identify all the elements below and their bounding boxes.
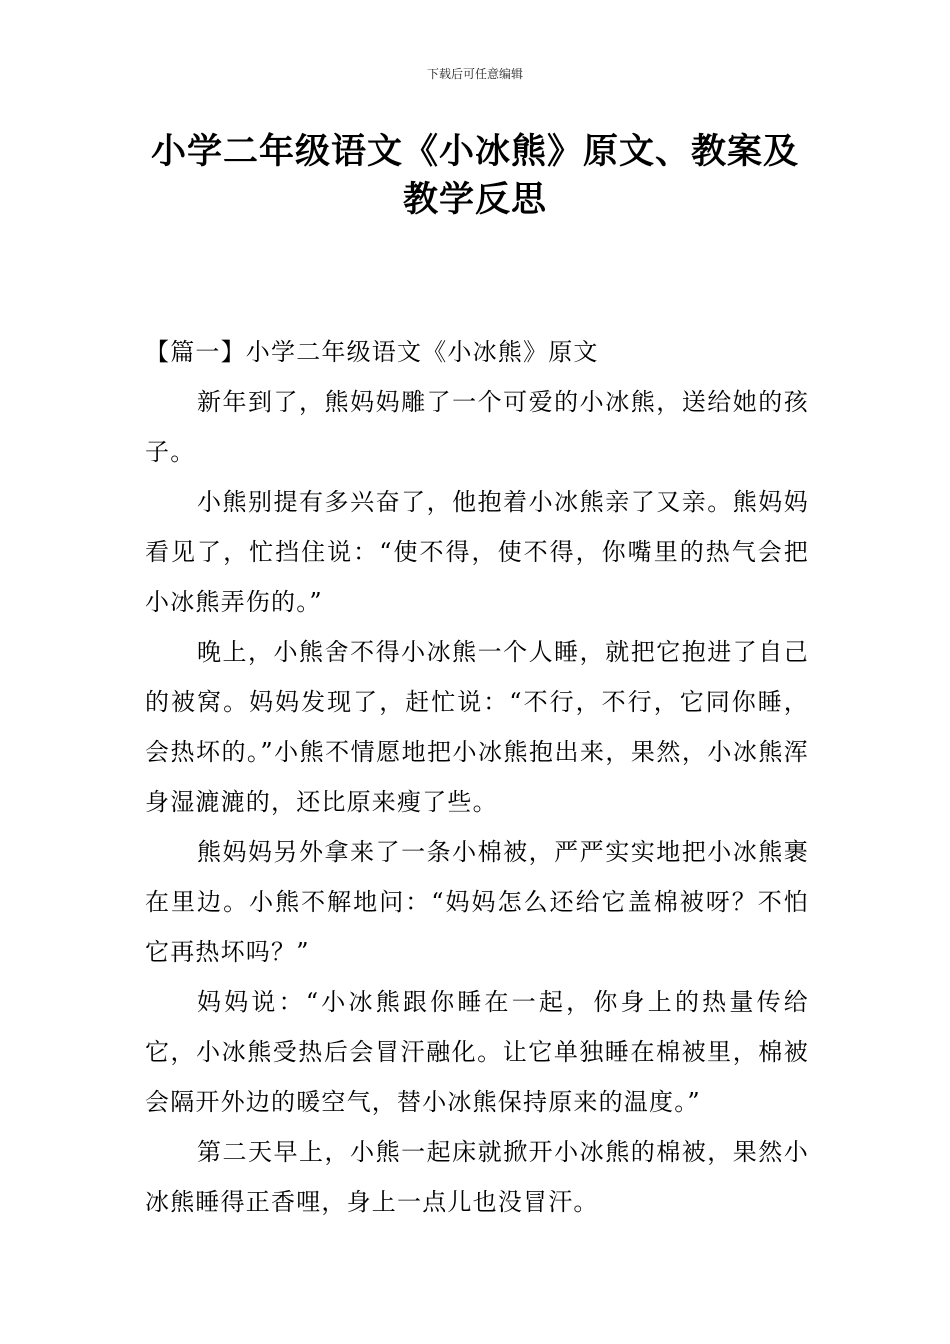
section-heading: 【篇一】小学二年级语文《小冰熊》原文 — [145, 338, 599, 366]
title-line-1: 小学二年级语文《小冰熊》原文、教案及 — [150, 132, 799, 172]
title-line-2: 教学反思 — [402, 180, 547, 220]
paragraph-2: 小熊别提有多兴奋了，他抱着小冰熊亲了又亲。熊妈妈看见了，忙挡住说：“使不得，使不得，你嘴里的热气会把小冰熊弄伤的。” — [145, 488, 809, 616]
paragraph-3: 晚上，小熊舍不得小冰熊一个人睡，就把它抱进了自己的被窝。妈妈发现了，赶忙说：“不行，不行，它同你睡，会热坏的。”小熊不情愿地把小冰熊抱出来，果然，小冰熊浑身湿漉漉的，还比原来瘦了些。 — [145, 638, 809, 816]
document-body — [145, 327, 809, 1227]
paragraph-6: 第二天早上，小熊一起床就掀开小冰熊的棉被，果然小冰熊睡得正香哩，身上一点儿也没冒汗。 — [145, 1138, 809, 1216]
paragraph-1: 新年到了，熊妈妈雕了一个可爱的小冰熊，送给她的孩子。 — [145, 388, 809, 466]
header-note: 下载后可任意编辑 — [426, 67, 523, 81]
paragraph-5: 妈妈说：“小冰熊跟你睡在一起，你身上的热量传给它，小冰熊受热后会冒汗融化。让它单独睡在棉被里，棉被会隔开外边的暖空气，替小冰熊保持原来的温度。” — [145, 988, 809, 1116]
paragraph-4: 熊妈妈另外拿来了一条小棉被，严严实实地把小冰熊裹在里边。小熊不解地问：“妈妈怎么还给它盖棉被呀？不怕它再热坏吗？” — [145, 838, 809, 966]
document-title — [140, 128, 810, 224]
